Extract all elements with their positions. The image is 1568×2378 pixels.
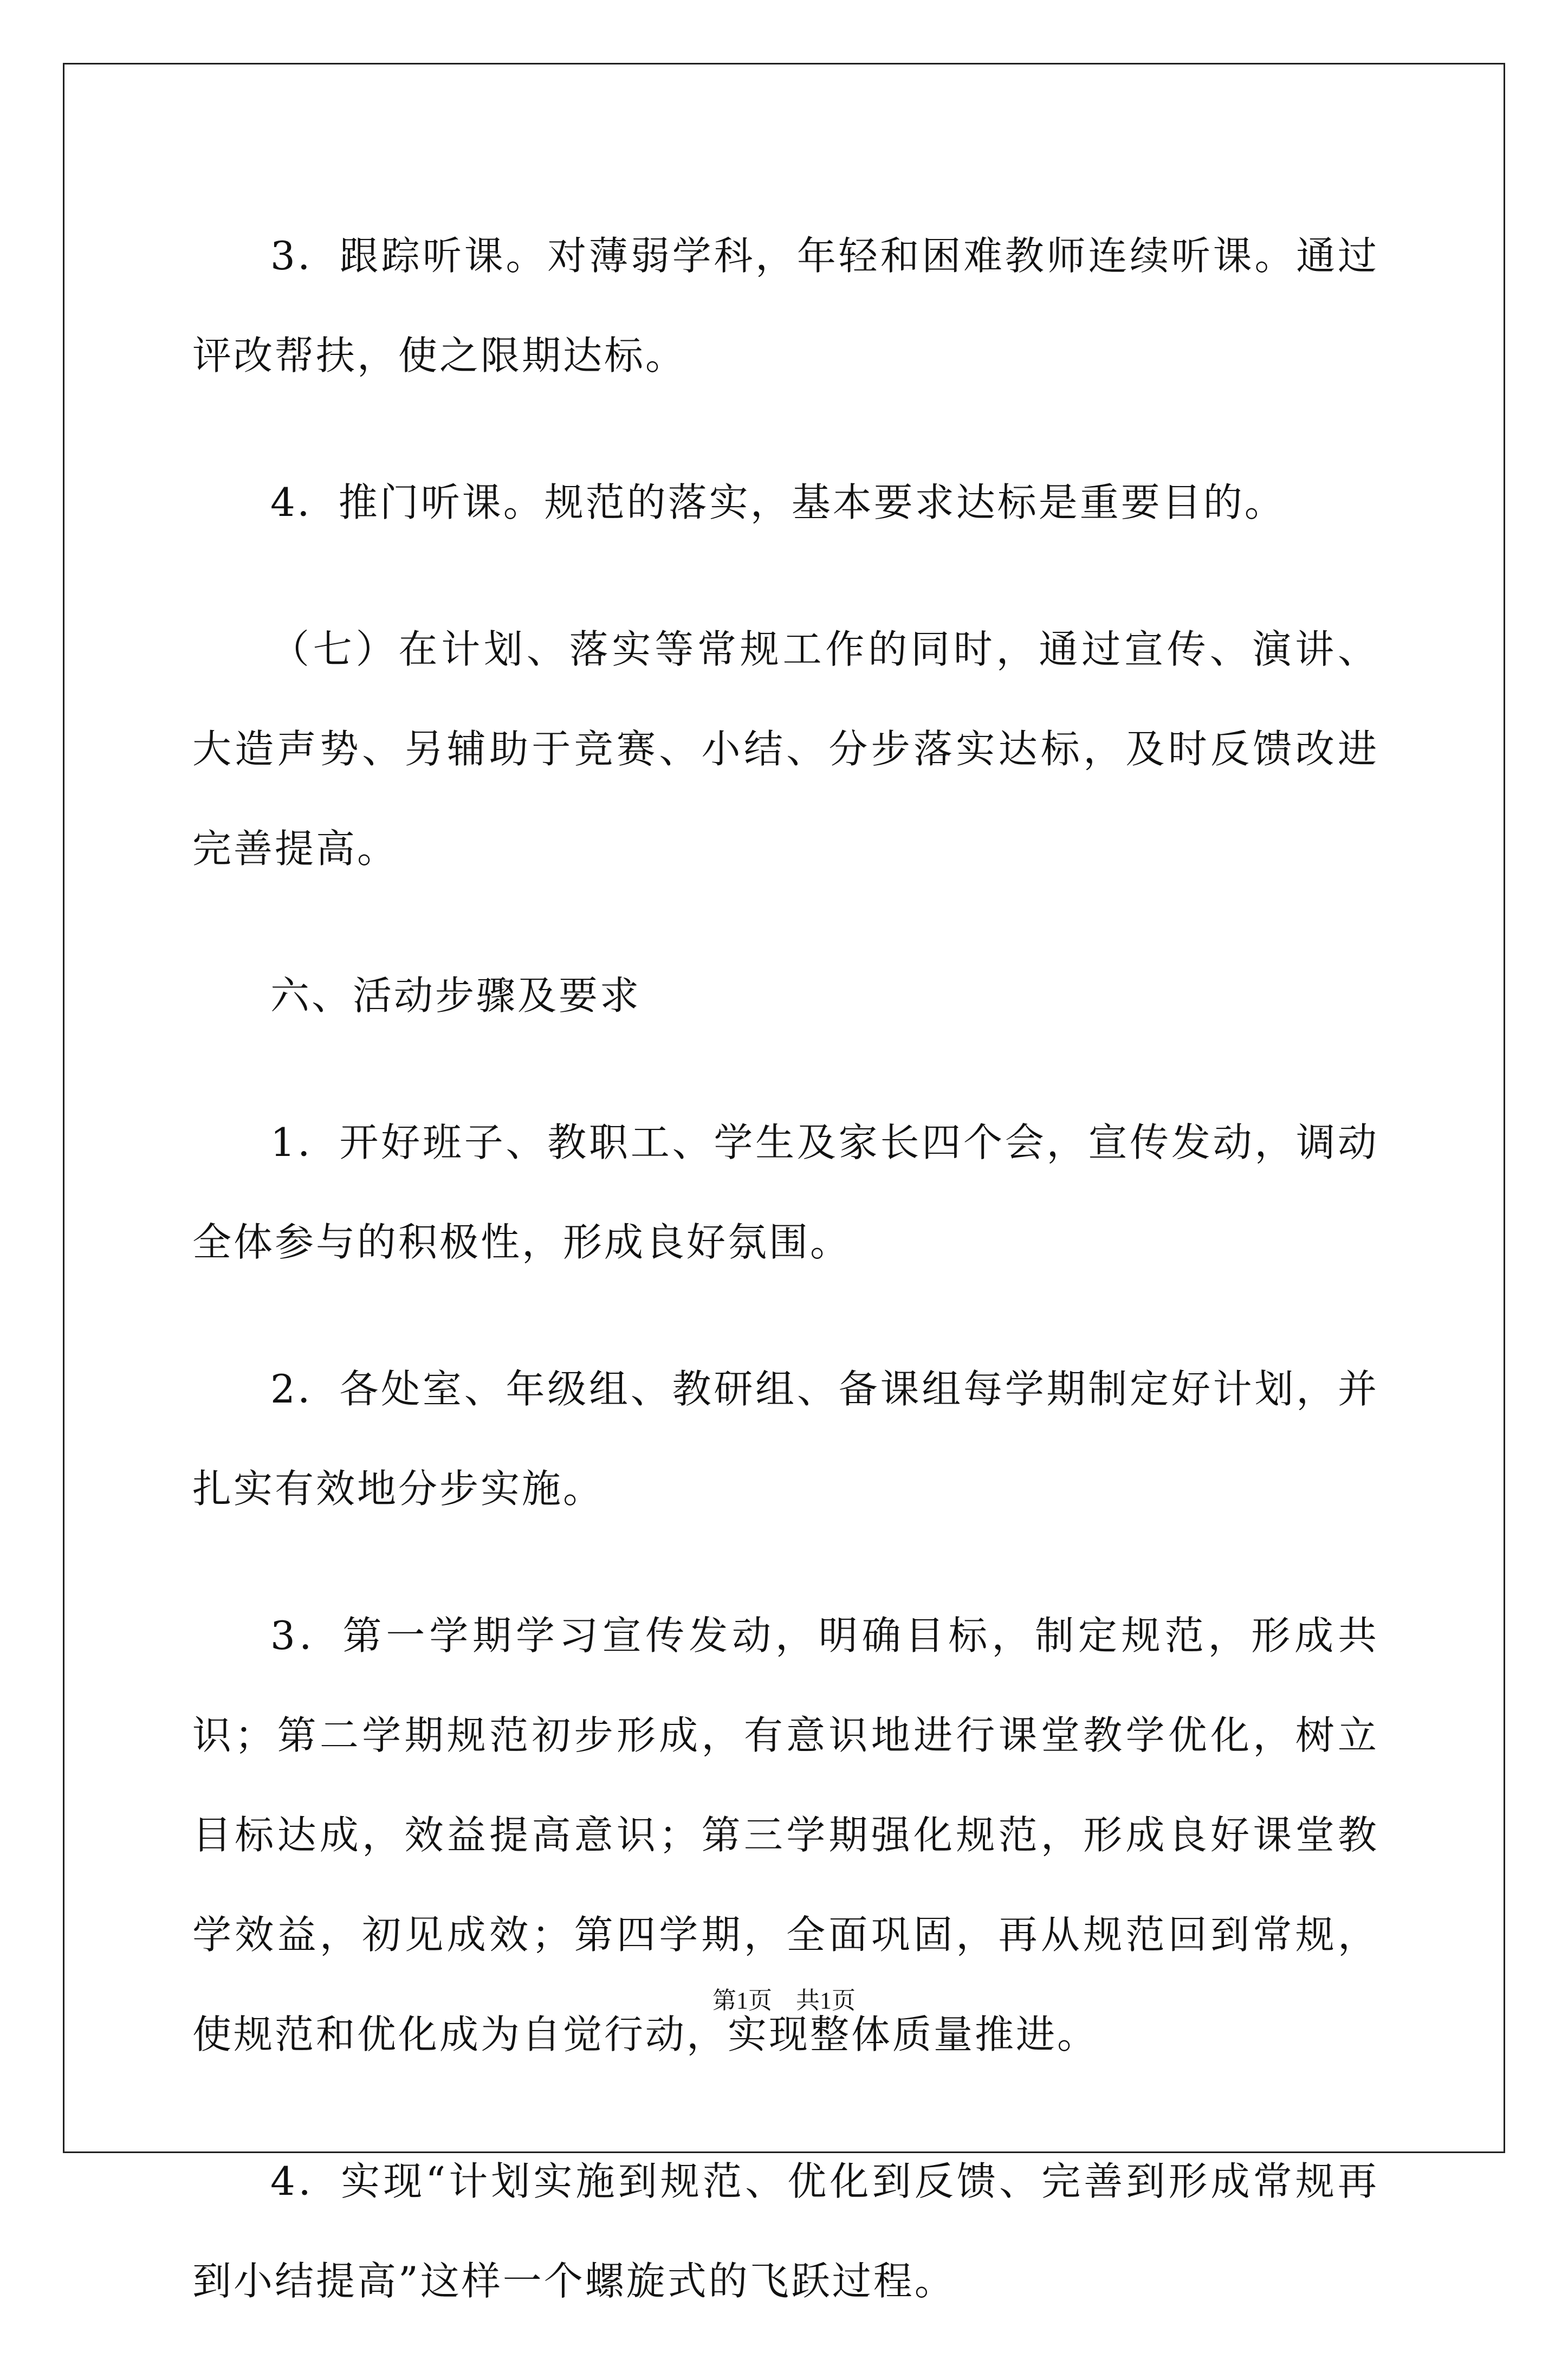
paragraph-listen-tracking: 3．跟踪听课。对薄弱学科，年轻和困难教师连续听课。通过评改帮扶，使之限期达标。	[192, 233, 1379, 378]
document-body	[192, 206, 1379, 2378]
paragraph-step-1: 1．开好班子、教职工、学生及家长四个会，宣传发动，调动全体参与的积极性，形成良好氛围。	[192, 1120, 1379, 1265]
page-total: 共1页	[796, 1987, 856, 2014]
paragraph-step-3: 3．第一学期学习宣传发动，明确目标，制定规范，形成共识；第二学期规范初步形成，有意识地进行课堂教学优化，树立目标达成，效益提高意识；第三学期强化规范，形成良好课堂教学效益，初见成效；第四学期，全面巩固，再从规范回到常规，使规范和优化成为自觉行动，实现整体质量推进。	[192, 1613, 1379, 2057]
paragraph-section-seven: （七）在计划、落实等常规工作的同时，通过宣传、演讲、大造声势、另辅助于竞赛、小结、分步落实达标，及时反馈改进完善提高。	[192, 626, 1379, 871]
paragraph-open-door-listening: 4．推门听课。规范的落实，基本要求达标是重要目的。	[270, 480, 1286, 525]
page-footer	[0, 1981, 1568, 2015]
paragraph-step-2: 2．各处室、年级组、教研组、备课组每学期制定好计划，并扎实有效地分步实施。	[192, 1366, 1379, 1511]
section-heading-activity-steps: 六、活动步骤及要求	[270, 973, 642, 1018]
paragraph-step-4: 4．实现“计划实施到规范、优化到反馈、完善到形成常规再到小结提高”这样一个螺旋式的飞跃过程。	[192, 2159, 1379, 2304]
page-number: 第1页	[712, 1987, 772, 2014]
